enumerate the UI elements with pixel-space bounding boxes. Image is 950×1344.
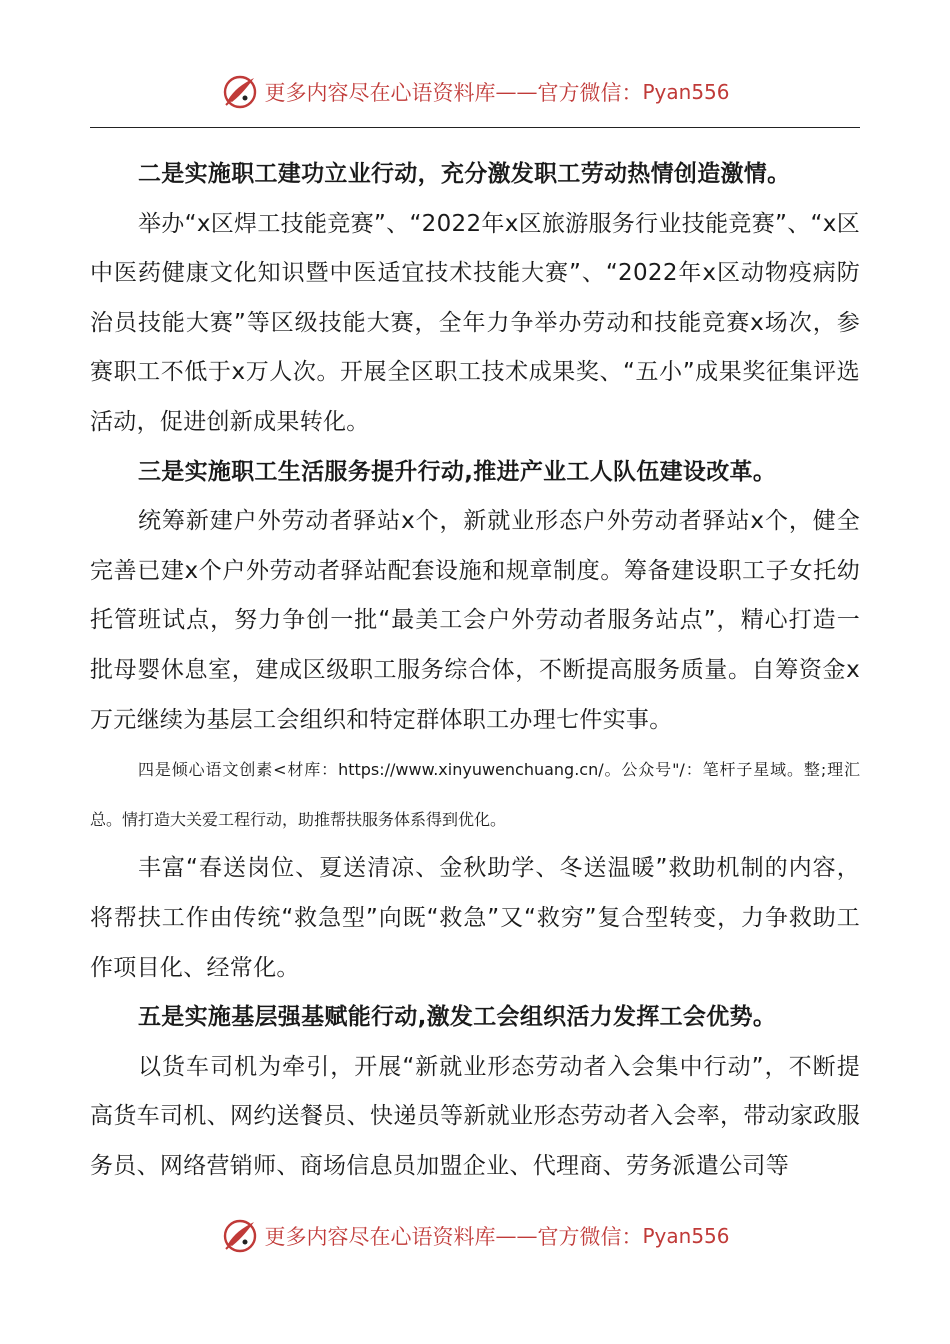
section-heading-5: 五是实施基层强基赋能行动,激发工会组织活力发挥工会优势。 (138, 1004, 777, 1031)
watermark-contact-label: 官方微信： (537, 1225, 643, 1249)
quill-seal-icon (220, 72, 260, 112)
header-divider (90, 127, 860, 128)
watermark-contact-value: Pyan556 (642, 80, 730, 104)
section-heading-3: 三是实施职工生活服务提升行动,推进产业工人队伍建设改革。 (138, 458, 777, 485)
section-heading-2: 二是实施职工建功立业行动，充分激发职工劳动热情创造激情。 (138, 161, 791, 187)
body-paragraph: 丰富“春送岗位、夏送清凉、金秋助学、冬送温暖”救助机制的内容，将帮扶工作由传统“救急型”向既“救急”又“救穷”复合型转变，力争救助工作项目化、经常化。 (90, 855, 860, 981)
body-paragraph: 举办“x区焊工技能竞赛”、“2022年x区旅游服务行业技能竞赛”、“x区中医药健康文化知识暨中医适宜技术技能大赛”、“2022年x区动物疫病防治员技能大赛”等区级技能大赛，全年力争举办劳动和技能竞赛x场次，参赛职工不低于x万人次。开展全区职工技术成果奖、“五小”成果奖征集评选活动，促进创新成果转化。 (90, 210, 860, 435)
watermark-text: 更多内容尽在心语资料库 (264, 1225, 496, 1249)
watermark-contact-value: Pyan556 (642, 1224, 730, 1248)
watermark-separator: —— (495, 1224, 538, 1248)
document-body (90, 150, 860, 1191)
page-header-watermark (0, 70, 950, 114)
quill-seal-icon (220, 1216, 260, 1256)
page-footer-watermark (0, 1214, 950, 1258)
watermark-contact-label: 官方微信： (537, 81, 643, 105)
watermark-text: 更多内容尽在心语资料库 (264, 81, 496, 105)
section-heading-4-garbled: 四是倾心语文创素<材库：https://www.xinyuwenchuang.cn/。公众号"/：笔杆子星域。整;理汇总。情打造大关爱工程行动，助推帮扶服务体系得到优化。 (90, 760, 860, 829)
body-paragraph: 以货车司机为牵引，开展“新就业形态劳动者入会集中行动”，不断提高货车司机、网约送餐员、快递员等新就业形态劳动者入会率，带动家政服务员、网络营销师、商场信息员加盟企业、代理商、劳务派遣公司等 (90, 1053, 860, 1179)
watermark-separator: —— (495, 80, 538, 104)
body-paragraph: 统筹新建户外劳动者驿站x个，新就业形态户外劳动者驿站x个，健全完善已建x个户外劳动者驿站配套设施和规章制度。筹备建设职工子女托幼托管班试点，努力争创一批“最美工会户外劳动者服务站点”，精心打造一批母婴休息室，建成区级职工服务综合体，不断提高服务质量。自筹资金x万元继续为基层工会组织和特定群体职工办理七件实事。 (90, 508, 860, 733)
